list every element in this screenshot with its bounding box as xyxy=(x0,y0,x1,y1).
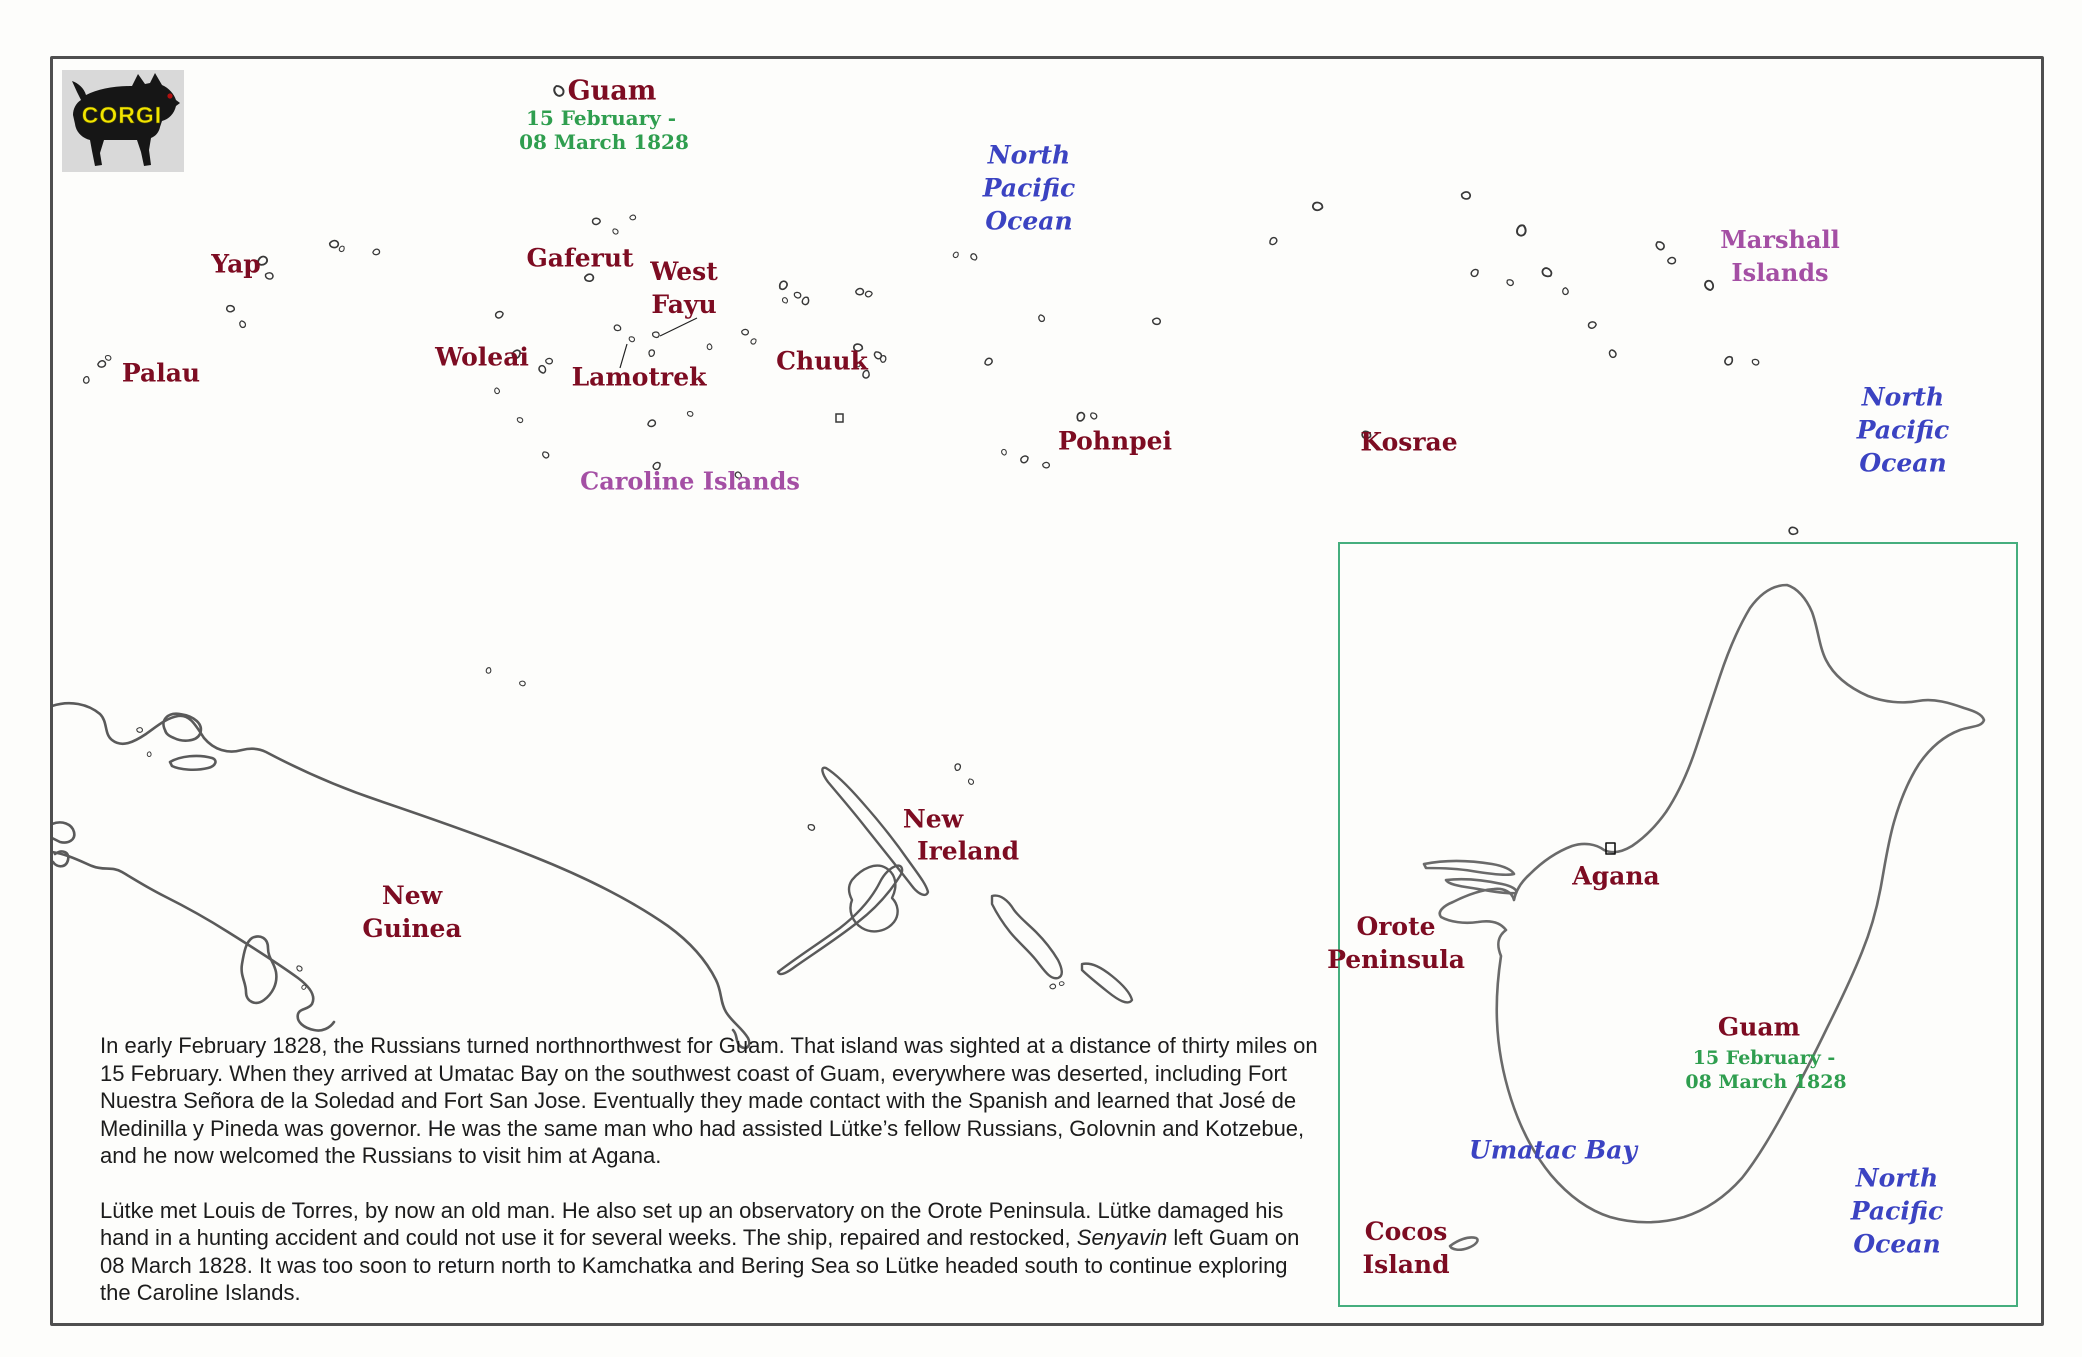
islet-square xyxy=(836,414,843,422)
label-cocos-island: Cocos Island xyxy=(1362,1217,1450,1279)
label-yap: Yap xyxy=(211,249,261,279)
label-north-pacific-ocean-inset: North Pacific Ocean xyxy=(1850,1163,1944,1259)
ship-name-senyavin: Senyavin xyxy=(1076,1225,1168,1250)
label-guam-inset-dates-1: 15 February - xyxy=(1692,1047,1836,1069)
label-north-pacific-ocean-1: North Pacific Ocean xyxy=(982,140,1076,236)
label-gaferut: Gaferut xyxy=(526,243,634,273)
label-guam-inset: Guam xyxy=(1717,1012,1801,1042)
label-north-pacific-ocean-2: North Pacific Ocean xyxy=(1856,382,1950,478)
label-palau: Palau xyxy=(121,358,201,388)
corgi-logo-text: CORGI xyxy=(81,102,163,128)
label-guam-dates-2: 08 March 1828 xyxy=(519,130,689,154)
bismarck-solomons-coastline xyxy=(778,768,1132,1003)
label-new-ireland-1: New xyxy=(902,804,964,834)
label-chuuk: Chuuk xyxy=(776,346,868,376)
narrative-paragraph-1: In early February 1828, the Russians turned northnorthwest for Guam. That island was sighted at a distance of thirty miles on 15 February. When they arrived at Umatac Bay on the southwest coast of Guam, everywhere was deserted, including Fort Nuestra Señora de la Soledad and Fort San Jose. Eventually they made contact with the Spanish and learned that José de Medinilla y Pineda was governor. He was the same man who had assisted Lütke’s fellow Russians, Golovnin and Kotzebue, and he now welcomed the Russians to visit him at Agana. xyxy=(100,1033,1318,1168)
label-guam-inset-dates-2: 08 March 1828 xyxy=(1685,1071,1847,1093)
label-umatac-bay: Umatac Bay xyxy=(1469,1135,1637,1165)
corgi-logo xyxy=(62,70,184,172)
corgi-dog-icon xyxy=(62,70,184,172)
narrative-text xyxy=(100,1032,1318,1334)
label-west-fayu: West Fayu xyxy=(650,257,718,319)
label-caroline-islands: Caroline Islands xyxy=(580,466,800,496)
label-orote-peninsula: Orote Peninsula xyxy=(1327,912,1465,974)
label-kosrae: Kosrae xyxy=(1360,427,1458,457)
label-marshall-islands: Marshall Islands xyxy=(1720,225,1840,287)
label-pohnpei: Pohnpei xyxy=(1057,426,1173,456)
label-woleai: Woleai xyxy=(435,342,529,372)
label-guam-dates-1: 15 February - xyxy=(525,106,677,130)
leader-lines xyxy=(620,318,697,368)
label-new-guinea: New Guinea xyxy=(362,881,462,943)
new-guinea-coastline xyxy=(52,703,749,1048)
narrative-paragraph-2: Lütke met Louis de Torres, by now an old man. He also set up an observatory on the Orote Peninsula. Lütke damaged his hand in a hunting accident and could not use it for several weeks. The ship, repaired and restocked, Senyavin left Guam on 08 March 1828. It was too soon to return north to Kamchatka and Bering Sea so Lütke headed south to continue exploring the Caroline Islands. xyxy=(100,1197,1300,1305)
label-agana: Agana xyxy=(1572,861,1660,891)
label-new-ireland-2: Ireland xyxy=(916,836,1020,866)
label-guam-top: Guam xyxy=(567,75,657,107)
label-lamotrek: Lamotrek xyxy=(571,362,707,392)
corgi-eye-dot xyxy=(167,93,172,98)
